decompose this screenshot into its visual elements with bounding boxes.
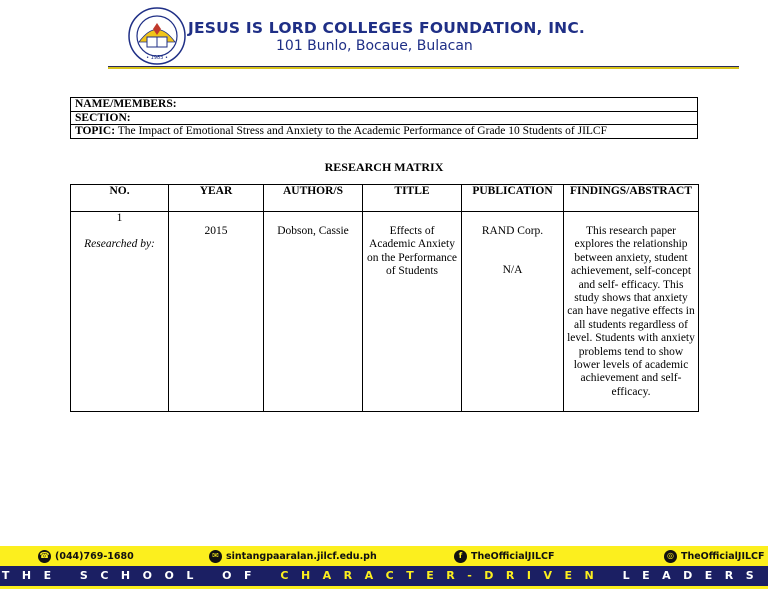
instagram-icon: ◎ xyxy=(664,550,677,563)
footer-email[interactable]: ✉ sintangpaaralan.jilcf.edu.ph xyxy=(209,549,377,563)
cell-publication: RAND Corp. N/A xyxy=(462,212,564,412)
name-members-field[interactable]: NAME/MEMBERS: xyxy=(71,98,698,112)
svg-text:• 1983 •: • 1983 • xyxy=(146,55,168,61)
facebook-icon: f xyxy=(454,550,467,563)
col-header-title: TITLE xyxy=(363,185,462,212)
col-header-publication: PUBLICATION xyxy=(462,185,564,212)
footer-phone: ☎ (044)769-1680 xyxy=(39,550,134,562)
college-logo xyxy=(128,7,186,65)
info-box xyxy=(70,97,698,139)
footer-tagline: THE SCHOOL OF CHARACTER-DRIVEN LEADERS xyxy=(1,569,767,582)
org-name: JESUS IS LORD COLLEGES FOUNDATION, INC. xyxy=(188,19,586,37)
cell-title: Effects of Academic Anxiety on the Performance of Students xyxy=(363,212,462,412)
footer-facebook[interactable]: f TheOfficialJILCF xyxy=(454,549,555,563)
topic-field: TOPIC: The Impact of Emotional Stress and Anxiety to the Academic Performance of Grade 10 Students of JILCF xyxy=(71,125,698,139)
footer-bottom-line xyxy=(0,586,768,589)
phone-icon: ☎ xyxy=(38,550,51,563)
table-header-row xyxy=(71,185,699,212)
publication-extra: N/A xyxy=(502,264,523,277)
header-divider xyxy=(108,66,739,69)
table-row xyxy=(71,212,699,412)
footer-instagram[interactable]: ◎ TheOfficialJILCF xyxy=(664,549,765,563)
cell-findings: This research paper explores the relationship between anxiety, student achievement, self-concept and self- efficacy. This study shows that anxiety can have negative effects in all students regardless of level. Students with anxiety problems tend to show lower levels of academic achievement and self-efficacy. xyxy=(564,212,699,412)
cell-year: 2015 xyxy=(169,212,264,412)
matrix-title: RESEARCH MATRIX xyxy=(324,160,444,174)
research-matrix-table xyxy=(70,184,699,412)
col-header-authors: AUTHOR/S xyxy=(264,185,363,212)
section-field[interactable]: SECTION: xyxy=(71,111,698,125)
cell-no: 1 Researched by: xyxy=(71,212,169,412)
org-address: 101 Bunlo, Bocaue, Bulacan xyxy=(276,38,473,54)
cell-authors: Dobson, Cassie xyxy=(264,212,363,412)
researched-by-label: Researched by: xyxy=(84,238,155,251)
col-header-findings: FINDINGS/ABSTRACT xyxy=(564,185,699,212)
col-header-year: YEAR xyxy=(169,185,264,212)
email-icon: ✉ xyxy=(209,550,222,563)
topic-value: The Impact of Emotional Stress and Anxiety to the Academic Performance of Grade 10 Students of JILCF xyxy=(117,125,607,137)
col-header-no: NO. xyxy=(71,185,169,212)
